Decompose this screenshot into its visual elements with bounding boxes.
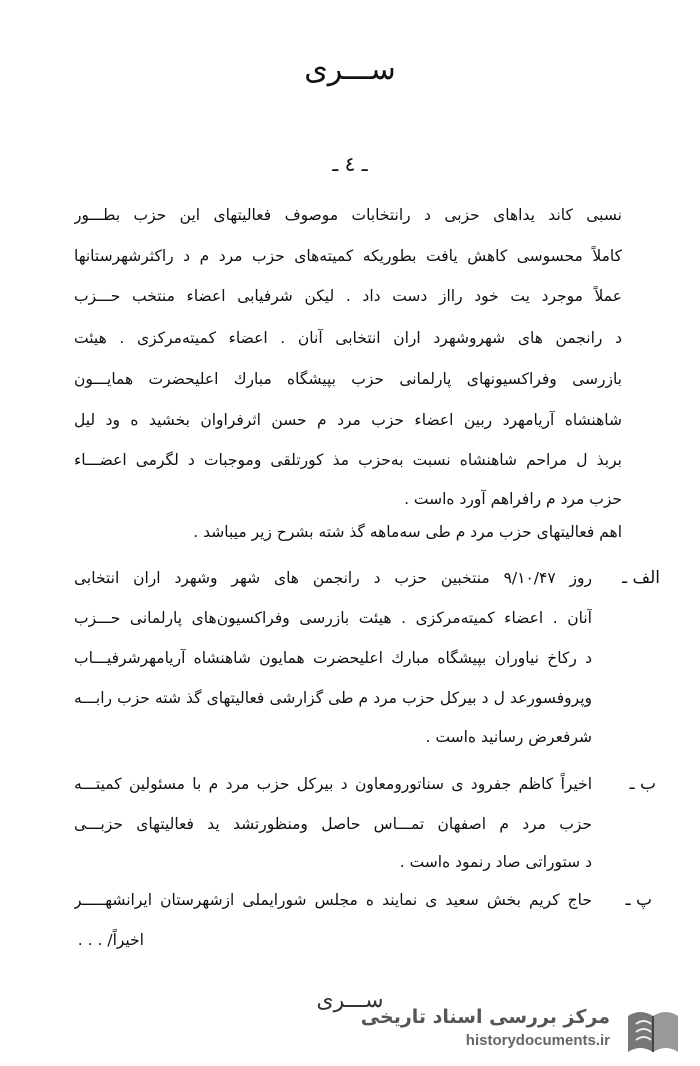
body-line: د رانجمن های شهروشهرد اران انتخابی آنان . اعضاء کمیته‌مرکزی . هیئت [74, 329, 622, 347]
body-line: بربذ ل مراحم شاهنشاه نسبت به‌حزب مذ کورتلقی وموجبات د لگرمی اعضـــاء [74, 451, 622, 469]
item-line: حاج کریم بخش سعید ی نمایند ه مجلس شورایملی ازشهرستان ایرانشهـــــر [74, 891, 592, 909]
item-label: پ ـ [625, 890, 652, 910]
item-line: اخیراً کاظم جفرود ی سناتورومعاون د بیرکل حزب مرد م با مسئولین کمیتـــه [74, 775, 592, 793]
page-number: ـ ٤ ـ [332, 152, 368, 176]
item-label: الف ـ [622, 568, 660, 588]
item-line: اخیراً/ . . . [77, 931, 144, 949]
item-line: د رکاخ نیاوران بپیشگاه مبارك اعلیحضرت همایون شاهنشاه آریامهرشرفیـــاب [74, 649, 592, 667]
body-line: بازرسی وفراکسیونهای پارلمانی حزب بپیشگاه مبارك اعلیحضرت همایـــون [74, 370, 622, 388]
classification-header: ســـرى [304, 52, 396, 87]
watermark-url: historydocuments.ir [465, 1032, 610, 1049]
body-line: کاملاً محسوسی کاهش یافت بطوریکه کمیته‌های حزب مرد م د راکثرشهرستانها [74, 247, 622, 265]
body-line: عملاً موجرد یت خود رااز دست داد . لیکن شرفیابی اعضاء منتخب حـــزب [74, 287, 622, 305]
body-line: شاهنشاه آریامهرد ربین اعضاء حزب مرد م حسن اثرفراوان بخشید ه ود لیل [74, 411, 622, 429]
intro-line: اهم فعالیتهای حزب مرد م طی سه‌ماهه گذ شته بشرح زیر میباشد . [193, 523, 622, 541]
item-line: روز ۹/۱۰/۴۷ منتخبین حزب د رانجمن های شهر وشهرد اران انتخابی [74, 569, 592, 587]
watermark-name: مرکز بررسی اسناد تاریخی [360, 1006, 610, 1028]
item-line: وپروفسورعد ل د بیرکل حزب مرد م طی گزارشی فعالیتهای گذ شته حزب رابـــه [74, 689, 592, 707]
classification-footer: ســـرى [316, 988, 384, 1013]
body-line: نسبی کاند یداهای حزبی د رانتخابات موصوف فعالیتهای این حزب بطـــور [74, 206, 622, 224]
item-line: شرفعرض رسانید ه‌است . [425, 728, 592, 746]
watermark [360, 1000, 688, 1060]
book-logo-icon [622, 1002, 684, 1058]
item-line: آنان . اعضاء کمیته‌مرکزی . هیئت بازرسی وفراکسیون‌های پارلمانی حـــزب [74, 609, 592, 627]
item-line: حزب مرد م اصفهان تمـــاس حاصل ومنظورتشد ید فعالیتهای حزبـــی [74, 815, 592, 833]
item-line: د ستوراتی صاد رنمود ه‌است . [399, 853, 592, 871]
body-line: حزب مرد م رافراهم آورد ه‌است . [404, 490, 622, 508]
item-label: ب ـ [629, 774, 656, 794]
